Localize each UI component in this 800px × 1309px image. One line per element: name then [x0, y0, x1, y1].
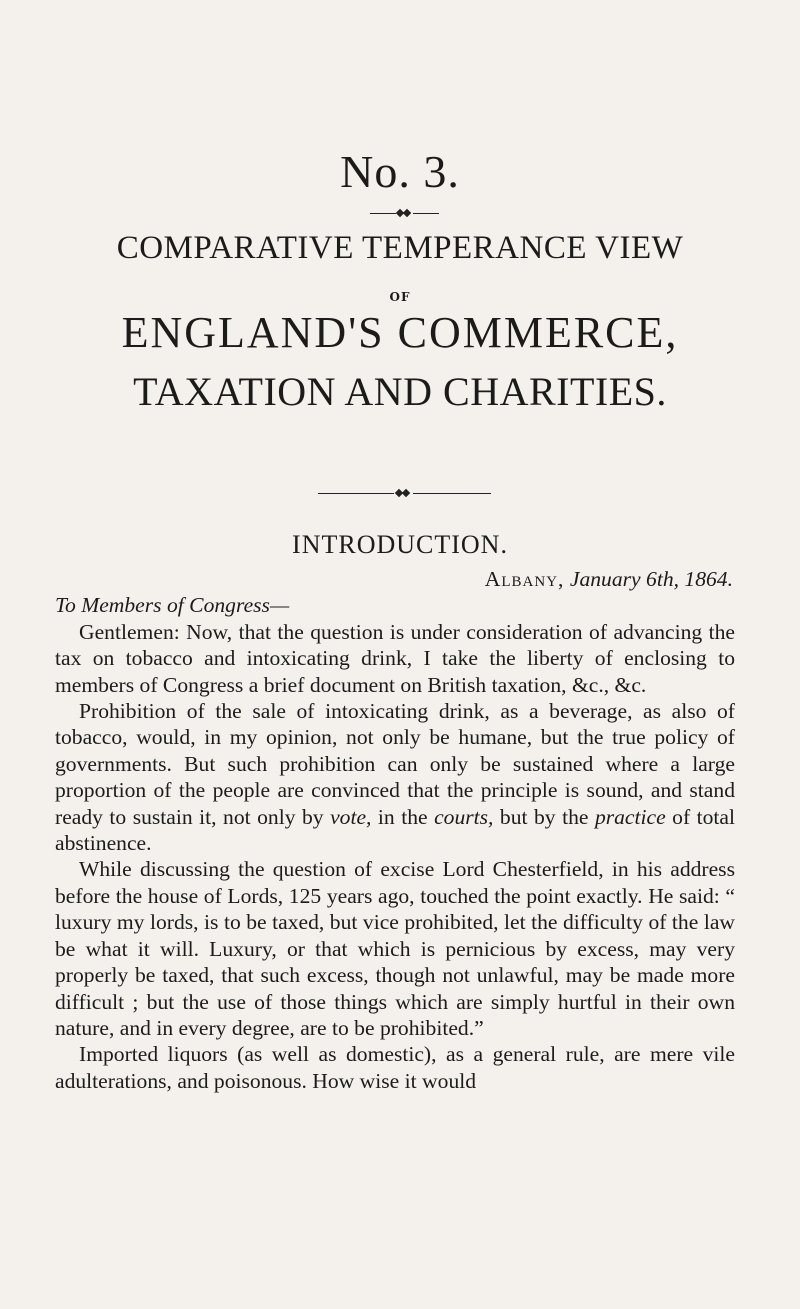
paragraph-2-text-b: in the	[371, 804, 435, 829]
paragraph-2	[55, 698, 735, 856]
paragraph-2-text-c: but by the	[493, 804, 595, 829]
dateline-date: January 6th, 1864.	[569, 567, 733, 591]
section-heading: INTRODUCTION.	[292, 530, 508, 559]
letter-body	[55, 566, 735, 1094]
paragraph-2-text-a: Prohibition of the sale of intoxicating drink, as a beverage, as also of tobacco, would, in my opinion, not only be humane, but the true policy of governments. But such prohibition can only be sustained where a large proportion of the people are convinced that the principle is sound, and stand ready to sustain it, not only by	[55, 699, 735, 829]
salutation: To Members of Congress—	[55, 593, 290, 618]
paragraph-3: While discussing the question of excise Lord Chesterfield, in his address before the house of Lords, 125 years ago, touched the point exactly. He said: “ luxury my lords, is to be taxed, but vice prohibited, let the difficulty of the law be what it will. Luxury, or that which is pernicious by excess, may very properly be taxed, that such excess, though not unlawful, may be made more difficult ; but the use of those things which are simply hurtful in their own nature, and in every degree, are to be prohibited.”	[55, 857, 735, 1040]
title-of: OF	[389, 290, 411, 304]
title-line-1: COMPARATIVE TEMPERANCE VIEW	[116, 230, 684, 266]
title-line-2: ENGLAND'S COMMERCE,	[121, 308, 679, 357]
dateline	[55, 566, 733, 592]
paragraph-1: Gentlemen: Now, that the question is under consideration of advancing the tax on tobacco and intoxicating drink, I take the liberty of enclosing to members of Congress a brief document on British taxation, &c., &c.	[55, 619, 735, 697]
paragraph-2-text-d: of total abstinence.	[55, 804, 736, 856]
paragraph-2-courts: courts,	[434, 804, 494, 829]
paragraph-2-practice: practice	[594, 804, 666, 829]
publication-number: No. 3.	[340, 146, 460, 197]
paragraph-4: Imported liquors (as well as domestic), as a general rule, are mere vile adulterations, and poisonous. How wise it would	[55, 1042, 735, 1093]
paragraph-2-vote: vote,	[330, 804, 372, 829]
title-line-3: TAXATION AND CHARITIES.	[133, 369, 667, 414]
dateline-place: Albany,	[484, 567, 565, 591]
